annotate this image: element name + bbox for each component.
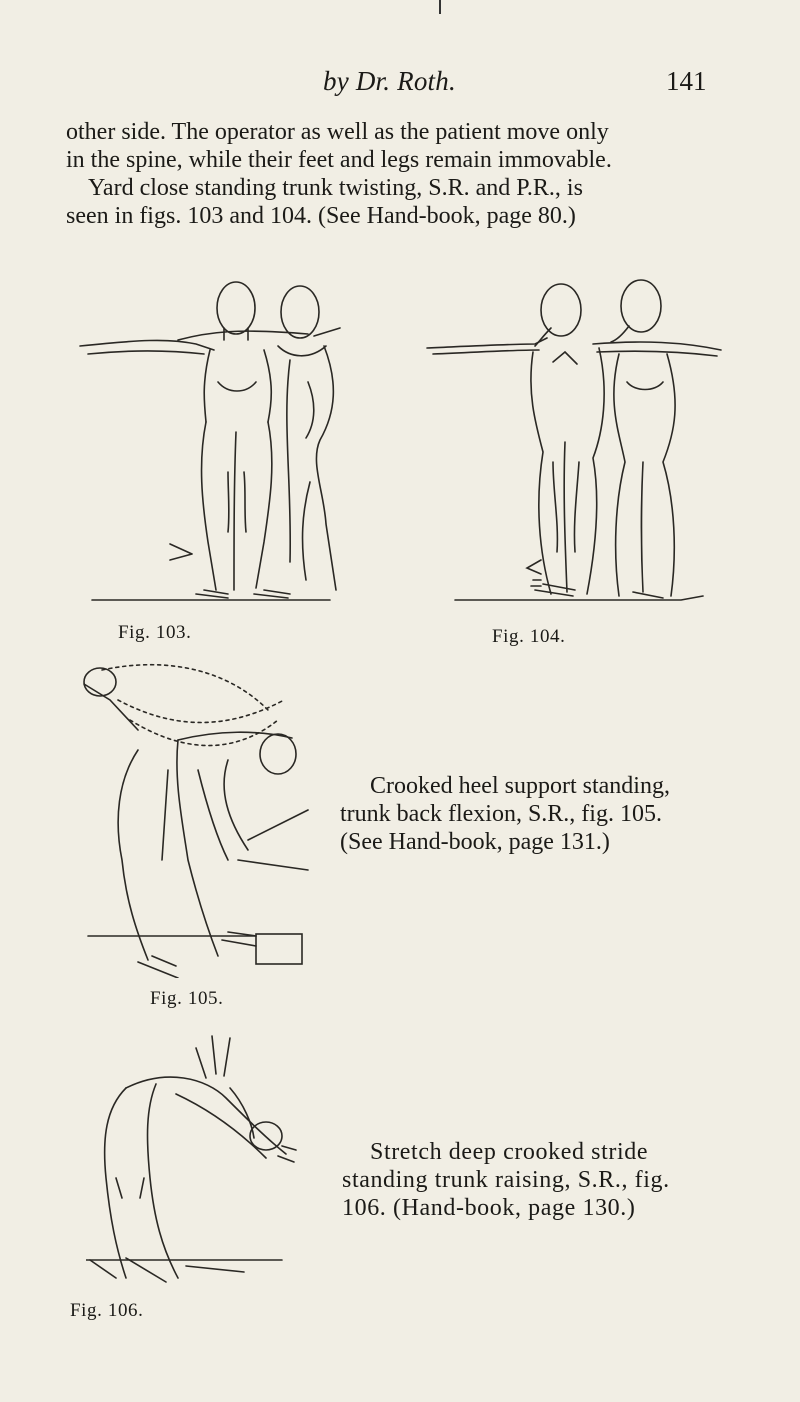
running-head: by Dr. Roth. <box>323 66 456 96</box>
text-line: 106. (Hand-book, page 130.) <box>342 1195 636 1221</box>
figure-103-illustration <box>78 262 358 612</box>
text-line: seen in figs. 103 and 104. (See Hand-book, page 80.) <box>66 203 576 229</box>
figure-105-illustration <box>78 660 324 978</box>
figure-105-description <box>340 772 738 856</box>
figure-104-illustration <box>423 262 725 622</box>
figure-104-caption: Fig. 104. <box>492 626 566 647</box>
paragraph-yard-close-standing <box>66 174 741 230</box>
page-number: 141 <box>666 66 707 96</box>
text-line: trunk back flexion, S.R., fig. 105. <box>340 801 662 827</box>
text-line: other side. The operator as well as the patient move only <box>66 119 609 145</box>
paragraph-continuation <box>66 118 741 174</box>
text-line: (See Hand-book, page 131.) <box>340 829 610 855</box>
figure-106-description <box>342 1138 740 1222</box>
top-edge-mark <box>439 0 441 14</box>
figure-106-illustration <box>86 1028 334 1286</box>
figure-103-caption: Fig. 103. <box>118 622 192 643</box>
text-line: Crooked heel support standing, <box>370 773 670 799</box>
figure-106-caption: Fig. 106. <box>70 1300 144 1321</box>
text-line: in the spine, while their feet and legs remain immovable. <box>66 147 612 173</box>
text-line: Stretch deep crooked stride <box>370 1139 649 1165</box>
text-line: Yard close standing trunk twisting, S.R. and P.R., is <box>88 175 583 201</box>
text-line: standing trunk raising, S.R., fig. <box>342 1167 670 1193</box>
figure-105-caption: Fig. 105. <box>150 988 224 1009</box>
